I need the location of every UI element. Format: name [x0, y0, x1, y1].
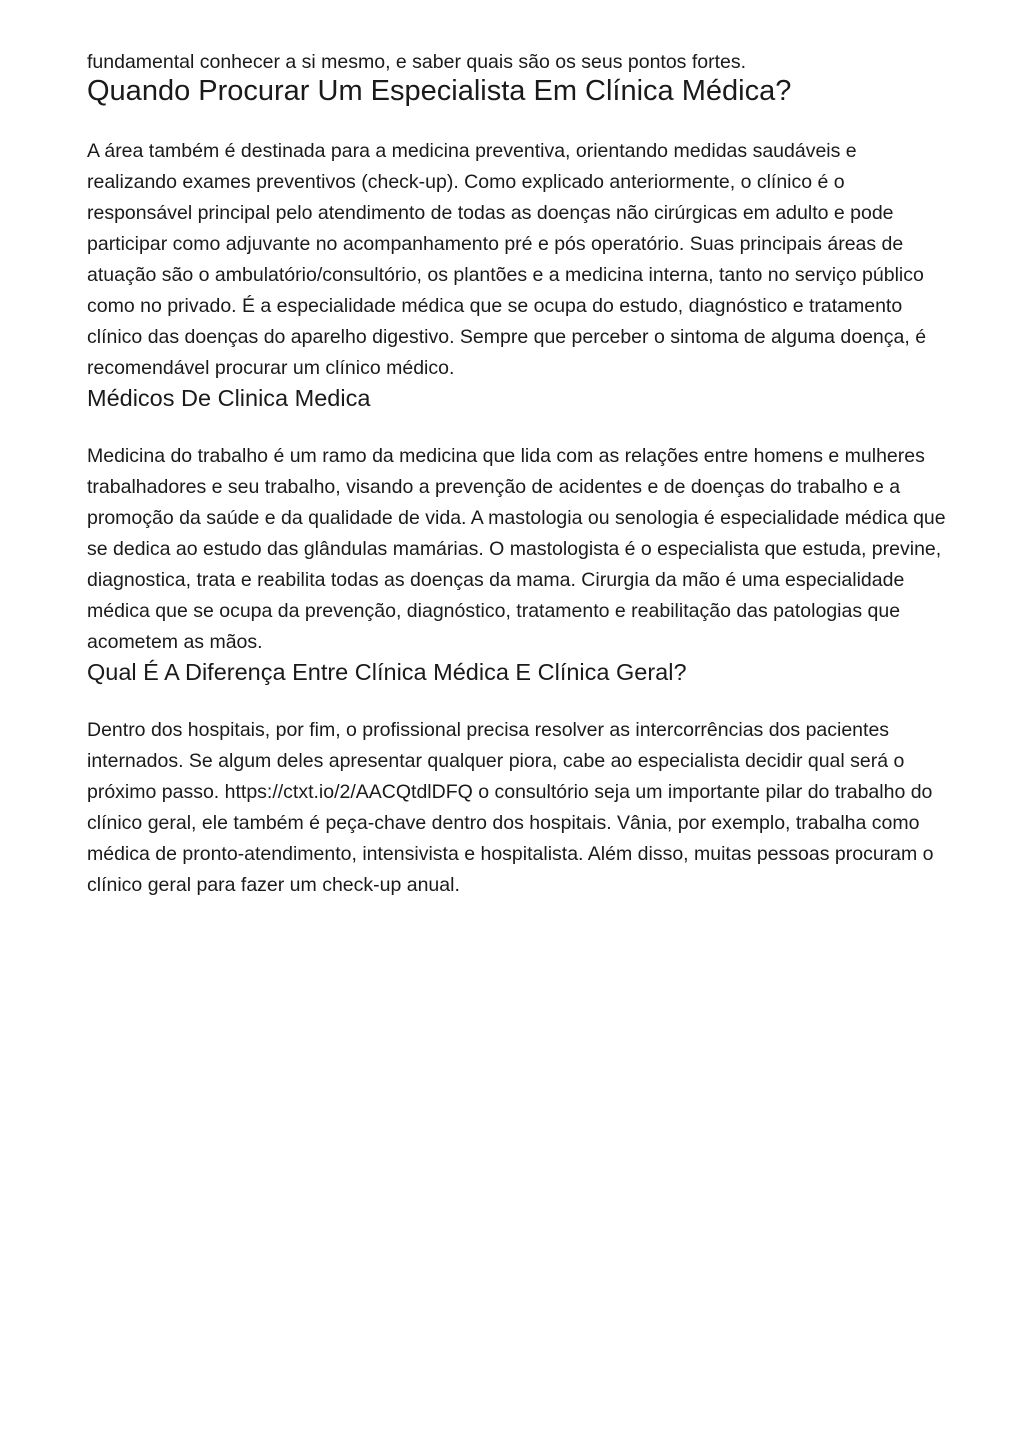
section-body-quando-procurar: A área também é destinada para a medicina preventiva, orientando medidas saudáveis e realizando exames preventivos (check-up). Como explicado anteriormente, o clínico é o responsável principal pelo atendimento de todas as doenças não cirúrgicas em adulto e pode participar como adjuvante no acompanhamento pré e pós operatório. Suas principais áreas de atuação são o ambulatório/consultório, os plantões e a medicina interna, tanto no serviço público como no privado. É a especialidade médica que se ocupa do estudo, diagnóstico e tratamento clínico das doenças do aparelho digestivo. Sempre que perceber o sintoma de alguma doença, é recomendável procurar um clínico médico.: [87, 140, 927, 379]
document-page: [87, 50, 949, 901]
section-heading-quando-procurar: Quando Procurar Um Especialista Em Clínica Médica?: [87, 75, 792, 107]
section-body-diferenca: Dentro dos hospitais, por fim, o profissional precisa resolver as intercorrências dos pacientes internados. Se algum deles apresentar qualquer piora, cabe ao especialista decidir qual será o próximo passo. https://ctxt.io/2/AACQtdlDFQ o consultório seja um importante pilar do trabalho do clínico geral, ele também é peça-chave dentro dos hospitais. Vânia, por exemplo, trabalha como médica de pronto-atendimento, intensivista e hospitalista. Além disso, muitas pessoas procuram o clínico geral para fazer um check-up anual.: [87, 719, 934, 896]
section-body-medicos-clinica: Medicina do trabalho é um ramo da medicina que lida com as relações entre homens e mulheres trabalhadores e seu trabalho, visando a prevenção de acidentes e de doenças do trabalho e a promoção da saúde e da qualidade de vida. A mastologia ou senologia é especialidade médica que se dedica ao estudo das glândulas mamárias. O mastologista é o especialista que estuda, previne, diagnostica, trata e reabilita todas as doenças da mama. Cirurgia da mão é uma especialidade médica que se ocupa da prevenção, diagnóstico, tratamento e reabilitação das patologias que acometem as mãos.: [87, 445, 946, 653]
continuation-text: fundamental conhecer a si mesmo, e saber quais são os seus pontos fortes.: [87, 51, 747, 73]
section-heading-medicos-clinica: Médicos De Clinica Medica: [87, 385, 371, 411]
section-heading-diferenca: Qual É A Diferença Entre Clínica Médica E Clínica Geral?: [87, 659, 687, 685]
